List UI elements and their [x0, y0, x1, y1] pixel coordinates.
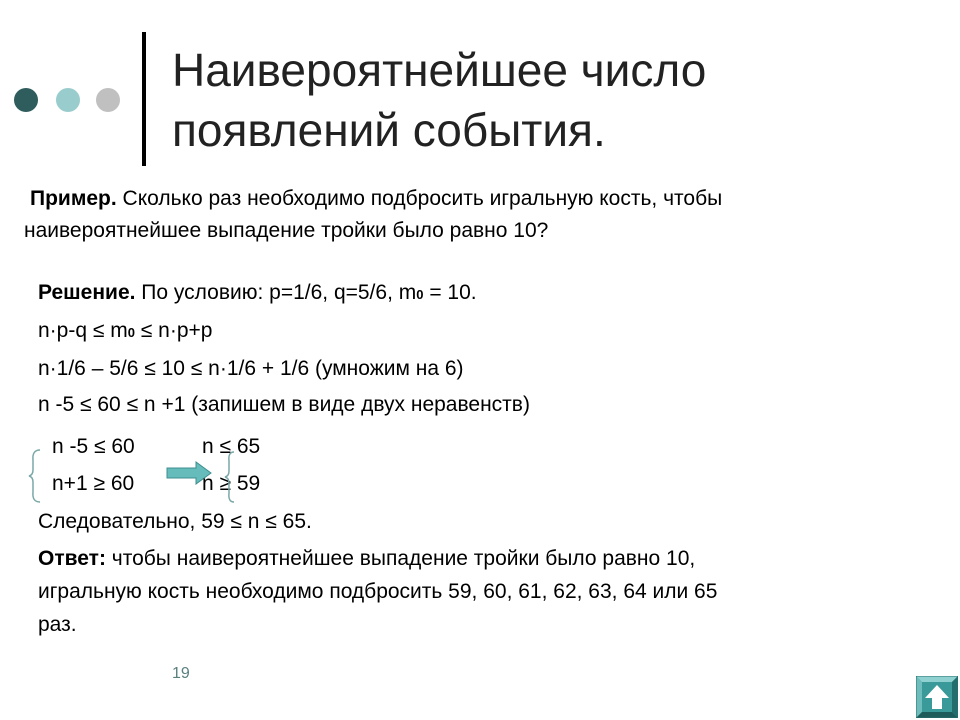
split-line: n -5 ≤ 60 ≤ n +1 (запишем в виде двух неравенств) — [38, 393, 530, 416]
solution-text-before: По условию: p=1/6, q=5/6, m — [135, 281, 417, 304]
inequality-part-a: n·p-q ≤ m — [38, 319, 128, 342]
example-line-2: наивероятнейшее выпадение тройки было равно 10? — [24, 219, 549, 242]
example-text-1: Сколько раз необходимо подбросить игральную кость, чтобы — [116, 187, 723, 210]
answer-line-3: раз. — [38, 613, 77, 636]
system-left-2: n+1 ≥ 60 — [52, 472, 135, 495]
system-right-1: n ≤ 65 — [202, 435, 261, 458]
inequality-part-b: ≤ n·p+p — [134, 319, 213, 342]
example-line-1 — [30, 184, 722, 214]
left-brace-icon — [28, 448, 42, 504]
decorative-dot-gray — [96, 88, 120, 112]
page-number: 19 — [172, 665, 190, 682]
decorative-dot-dark — [14, 88, 38, 112]
title-divider — [142, 32, 146, 166]
system-right-2: n ≥ 59 — [202, 472, 261, 495]
example-label: Пример. — [30, 187, 117, 210]
system-left-1: n -5 ≤ 60 — [52, 435, 135, 458]
conclusion-line: Следовательно, 59 ≤ n ≤ 65. — [38, 510, 312, 533]
answer-line-1 — [38, 544, 695, 574]
multiply-line: n·1/6 – 5/6 ≤ 10 ≤ n·1/6 + 1/6 (умножим на 6) — [38, 357, 464, 380]
home-up-arrow-icon[interactable] — [916, 676, 958, 718]
solution-text-after: = 10. — [423, 281, 477, 304]
inequality-subscript: 0 — [127, 325, 135, 340]
slide-title-line-2: появлений события. — [172, 104, 606, 156]
solution-line-1 — [38, 278, 477, 310]
solution-label: Решение. — [38, 281, 136, 304]
slide-title — [172, 40, 706, 160]
decorative-dot-teal — [56, 88, 80, 112]
solution-subscript: 0 — [416, 287, 424, 302]
answer-text-1: чтобы наивероятнейшее выпадение тройки было равно 10, — [105, 547, 696, 570]
slide-title-line-1: Наивероятнейшее число — [172, 44, 707, 96]
answer-line-2: игральную кость необходимо подбросить 59, 60, 61, 62, 63, 64 или 65 — [38, 580, 718, 603]
inequality-line — [38, 316, 212, 348]
right-brace-icon — [224, 450, 238, 504]
answer-label: Ответ: — [38, 547, 106, 570]
